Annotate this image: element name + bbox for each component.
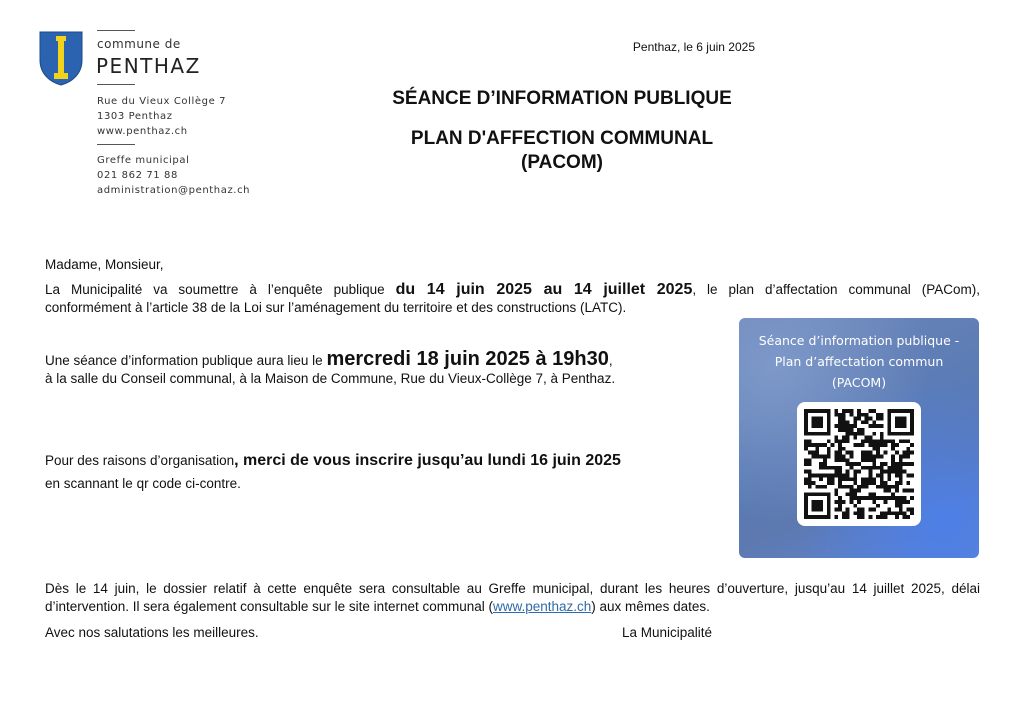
- brand-rule-top: [97, 30, 135, 31]
- paragraph-seance-line2: à la salle du Conseil communal, à la Maison de Commune, Rue du Vieux-Collège 7, à Penthaz.: [45, 371, 616, 386]
- salutation: Madame, Monsieur,: [45, 257, 164, 272]
- phone-text: 021 862 71 88: [97, 170, 178, 181]
- qr-code-frame[interactable]: [797, 402, 921, 526]
- brand-small-label: commune de: [97, 37, 181, 51]
- p1-text-b: , le plan d’affectation communal (PACom),: [692, 282, 980, 297]
- website-link[interactable]: www.penthaz.ch: [492, 599, 592, 614]
- paragraph-inscription-line1: [45, 452, 725, 470]
- contact-block: [97, 153, 250, 198]
- email-text: administration@penthaz.ch: [97, 185, 251, 196]
- website-text: www.penthaz.ch: [97, 126, 188, 137]
- address-block: [97, 94, 226, 139]
- commune-crest-icon: [38, 30, 84, 86]
- qr-card: [739, 318, 979, 558]
- p3-bold: , merci de vous inscrire jusqu’au lundi 16 juin 2025: [234, 452, 621, 469]
- p2-date: mercredi 18 juin 2025 à 19h30: [326, 348, 609, 370]
- p4-text-b: ) aux mêmes dates.: [591, 599, 710, 614]
- address-line1: Rue du Vieux Collège 7: [97, 96, 227, 107]
- qr-card-title-line3: (PACOM): [831, 375, 887, 390]
- paragraph-dossier: [45, 580, 980, 616]
- title-acronym: (PACOM): [521, 152, 603, 173]
- paragraph-seance: [45, 350, 725, 388]
- paragraph-dossier-line2: [45, 598, 980, 616]
- paragraph-inscription-line2: en scannant le qr code ci-contre.: [45, 476, 241, 491]
- p3-text-a: Pour des raisons d’organisation: [45, 453, 235, 468]
- p1-text-a: La Municipalité va soumettre à l’enquête publique: [45, 282, 396, 297]
- p1-dates: du 14 juin 2025 au 14 juillet 2025: [395, 281, 693, 298]
- office-label: Greffe municipal: [97, 155, 190, 166]
- paragraph-enquete-line2: conformément à l’article 38 de la Loi sur l’aménagement du territoire et des constructions (LATC).: [45, 300, 627, 315]
- address-line2: 1303 Penthaz: [97, 111, 173, 122]
- qr-card-title-line2: Plan d’affectation commun: [774, 354, 944, 369]
- paragraph-enquete: [45, 281, 980, 317]
- p4-text-a: d’intervention. Il sera également consultable sur le site internet communal (: [45, 599, 493, 614]
- brand-name: PENTHAZ: [96, 54, 201, 78]
- paragraph-dossier-line1: Dès le 14 juin, le dossier relatif à cette enquête sera consultable au Greffe municipal, durant les heures d’ouverture, jusqu’au 14 juillet 2025, délai: [45, 581, 980, 596]
- qr-code-icon: [804, 409, 914, 519]
- brand-rule-low: [97, 144, 135, 145]
- p2-text-a: Une séance d’information publique aura lieu le: [45, 353, 327, 368]
- paragraph-seance-line1: [45, 350, 725, 370]
- paragraph-enquete-line1: [45, 281, 980, 299]
- p2-text-b: ,: [608, 353, 613, 368]
- brand-rule-mid: [97, 84, 135, 85]
- qr-card-title-line1: Séance d’information publique -: [758, 333, 960, 348]
- title-main: SÉANCE D’INFORMATION PUBLIQUE: [392, 88, 732, 109]
- place-date: Penthaz, le 6 juin 2025: [632, 40, 755, 54]
- signature: La Municipalité: [622, 625, 713, 640]
- qr-card-title: [739, 330, 979, 393]
- closing: Avec nos salutations les meilleures.: [45, 625, 259, 640]
- paragraph-inscription: [45, 452, 725, 493]
- title-plan: PLAN D'AFFECTION COMMUNAL: [410, 128, 714, 149]
